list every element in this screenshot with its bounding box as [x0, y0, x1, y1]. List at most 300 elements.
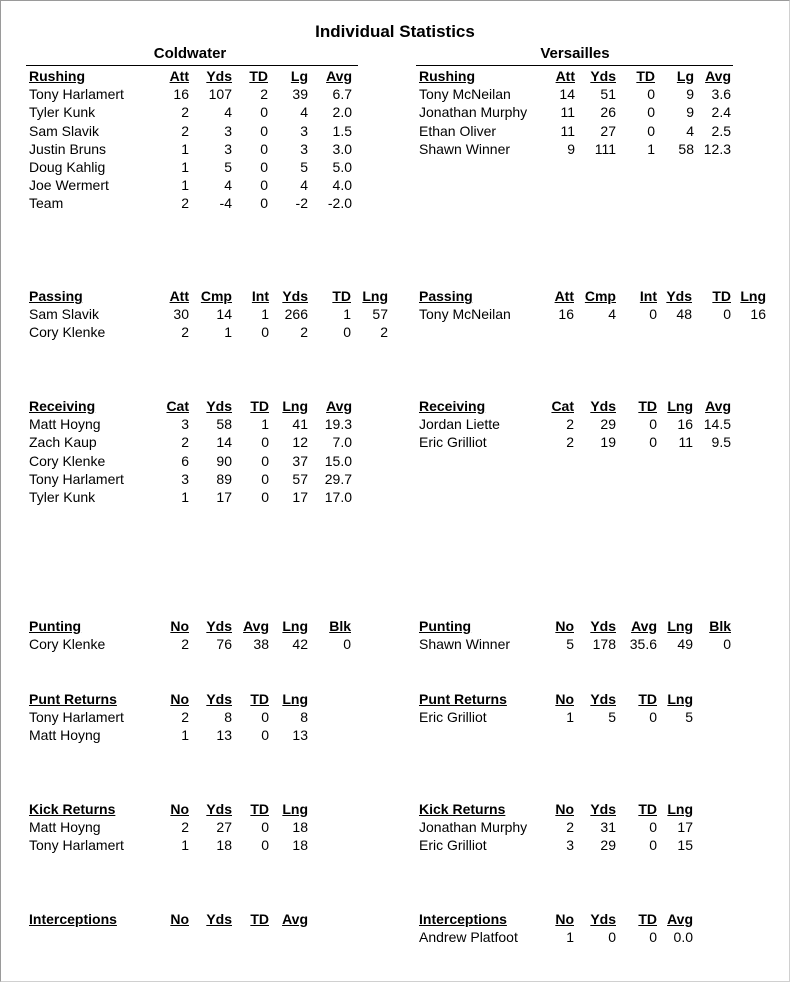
interceptions-col-header-td: TD: [638, 911, 657, 927]
kick-returns-row: [419, 818, 779, 836]
passing-col-header-td: TD: [332, 288, 351, 304]
player-name: Zach Kaup: [29, 434, 97, 451]
rushing-row: [29, 122, 389, 140]
receiving-row: [419, 433, 779, 451]
team-name-right: Versailles: [540, 45, 610, 62]
stat-att: 30: [173, 306, 189, 323]
stat-lg: 4: [300, 104, 308, 121]
player-name: Cory Klenke: [29, 452, 106, 469]
stat-td: 0: [649, 929, 657, 946]
stat-no: 2: [181, 636, 189, 653]
stat-yds: 2: [300, 324, 308, 341]
stat-yds: 90: [216, 452, 232, 469]
page-title: Individual Statistics: [315, 22, 475, 41]
passing-col-header-int: Int: [639, 288, 657, 304]
kick-returns-col-header-no: No: [170, 801, 189, 817]
stat-lng: 16: [677, 416, 693, 433]
stat-avg: 15.0: [324, 452, 352, 469]
stat-lng: 5: [685, 709, 693, 726]
interceptions-col-header-no: No: [555, 911, 574, 927]
punting-row: [419, 635, 779, 653]
team-name-left: Coldwater: [153, 45, 227, 62]
interceptions-row: [419, 928, 779, 946]
stat-att: 2: [181, 324, 189, 341]
player-name: Jordan Liette: [419, 416, 500, 433]
kick-returns-table-left: [29, 800, 389, 855]
punt-returns-header-row: [29, 690, 389, 708]
rushing-row: [419, 140, 779, 158]
stat-lg: 3: [300, 122, 308, 139]
stat-avg: 5.0: [332, 158, 352, 175]
interceptions-col-header-no: No: [170, 911, 189, 927]
stat-td: 0: [260, 140, 268, 157]
stat-avg: -2.0: [327, 195, 352, 212]
interceptions-header-row: [29, 910, 389, 928]
punting-header-row: [29, 617, 389, 635]
stat-yds: 178: [592, 636, 616, 653]
stat-avg: 3.0: [332, 140, 352, 157]
stat-att: 2: [181, 104, 189, 121]
stat-td: 0: [647, 86, 655, 103]
rushing-section-label: Rushing: [419, 68, 475, 84]
punting-row: [29, 635, 389, 653]
player-name: Eric Grilliot: [419, 709, 487, 726]
player-name: Doug Kahlig: [29, 158, 106, 175]
rushing-col-header-att: Att: [555, 68, 575, 84]
receiving-col-header-td: TD: [638, 398, 657, 414]
stat-lng: 12: [292, 434, 308, 451]
passing-col-header-td: TD: [712, 288, 731, 304]
player-name: Jonathan Murphy: [419, 104, 528, 121]
stat-int: 1: [261, 306, 269, 323]
stat-yds: 0: [608, 929, 616, 946]
stat-td: 0: [261, 470, 269, 487]
stat-yds: 58: [216, 416, 232, 433]
stat-lg: 58: [678, 140, 694, 157]
kick-returns-section-label: Kick Returns: [29, 801, 116, 817]
player-name: Tyler Kunk: [29, 488, 96, 505]
interceptions-section-label: Interceptions: [419, 911, 507, 927]
player-name: Shawn Winner: [419, 140, 511, 157]
stat-int: 0: [261, 324, 269, 341]
passing-row: [419, 305, 779, 323]
stat-td: 0: [260, 104, 268, 121]
stat-avg: 1.5: [332, 122, 352, 139]
rushing-row: [29, 158, 389, 176]
kick-returns-col-header-no: No: [555, 801, 574, 817]
player-name: Tony Harlamert: [29, 709, 124, 726]
stat-avg: 9.5: [711, 434, 731, 451]
stat-yds: 5: [608, 709, 616, 726]
stat-cat: 3: [181, 470, 189, 487]
stat-cat: 2: [566, 416, 574, 433]
stat-att: 1: [181, 177, 189, 194]
stat-yds: 111: [594, 140, 616, 157]
stat-avg: 2.4: [711, 104, 731, 121]
stat-td: 0: [649, 819, 657, 836]
stat-cat: 6: [181, 452, 189, 469]
stat-yds: 31: [600, 819, 616, 836]
stat-lng: 8: [300, 709, 308, 726]
player-name: Tony McNeilan: [419, 306, 511, 323]
stat-lng: 11: [678, 434, 693, 451]
rushing-row: [29, 140, 389, 158]
punting-col-header-avg: Avg: [243, 618, 269, 634]
rushing-row: [419, 85, 779, 103]
rushing-col-header-lg: Lg: [290, 68, 308, 84]
kick-returns-col-header-yds: Yds: [590, 801, 616, 817]
rushing-col-header-td: TD: [636, 68, 655, 84]
stat-yds: 89: [216, 470, 232, 487]
punt-returns-col-header-lng: Lng: [667, 691, 693, 707]
stat-td: 1: [261, 416, 269, 433]
kick-returns-col-header-yds: Yds: [206, 801, 232, 817]
punting-table-left: [29, 617, 389, 653]
stat-cat: 2: [566, 434, 574, 451]
passing-col-header-att: Att: [169, 288, 189, 304]
passing-section-label: Passing: [29, 288, 83, 304]
stat-no: 1: [566, 709, 574, 726]
player-name: Cory Klenke: [29, 636, 106, 653]
rushing-row: [29, 103, 389, 121]
stat-yds: 29: [600, 837, 616, 854]
receiving-row: [419, 415, 779, 433]
passing-col-header-yds: Yds: [282, 288, 308, 304]
stat-no: 1: [566, 929, 574, 946]
stat-int: 0: [649, 306, 657, 323]
stat-att: 14: [559, 86, 575, 103]
stat-lng: 17: [677, 819, 693, 836]
punting-table-right: [419, 617, 779, 653]
stat-yds: 107: [208, 86, 232, 103]
punt-returns-table-left: [29, 690, 389, 745]
kick-returns-col-header-lng: Lng: [667, 801, 693, 817]
stat-yds: 19: [600, 434, 616, 451]
stat-avg: 6.7: [332, 86, 352, 103]
punt-returns-col-header-td: TD: [638, 691, 657, 707]
rushing-col-header-avg: Avg: [326, 68, 352, 84]
interceptions-header-row: [419, 910, 779, 928]
punting-section-label: Punting: [419, 618, 472, 634]
player-name: Sam Slavik: [29, 122, 100, 139]
interceptions-col-header-td: TD: [250, 911, 269, 927]
stat-yds: 3: [224, 140, 232, 157]
stat-td: 2: [260, 86, 268, 103]
passing-header-row: [29, 287, 389, 305]
stat-td: 0: [649, 416, 657, 433]
passing-section-label: Passing: [419, 288, 473, 304]
stat-cat: 3: [181, 416, 189, 433]
receiving-col-header-cat: Cat: [166, 398, 189, 414]
stat-no: 3: [566, 837, 574, 854]
punt-returns-row: [419, 708, 779, 726]
passing-col-header-yds: Yds: [666, 288, 692, 304]
punt-returns-col-header-yds: Yds: [590, 691, 616, 707]
punt-returns-col-header-yds: Yds: [206, 691, 232, 707]
stat-yds: 266: [284, 306, 308, 323]
rushing-header-row: [419, 67, 779, 85]
interceptions-col-header-yds: Yds: [206, 911, 232, 927]
punting-col-header-yds: Yds: [206, 618, 232, 634]
passing-table-right: [419, 287, 779, 323]
interceptions-table-left: [29, 910, 389, 928]
stat-cat: 1: [181, 488, 189, 505]
rushing-col-header-lg: Lg: [676, 68, 694, 84]
punt-returns-header-row: [419, 690, 779, 708]
passing-row: [29, 323, 389, 341]
stat-lng: 49: [677, 636, 693, 653]
passing-col-header-cmp: Cmp: [584, 288, 616, 304]
passing-row: [29, 305, 389, 323]
stat-yds: 13: [216, 727, 232, 744]
stat-avg: 35.6: [629, 636, 657, 653]
stat-td: 0: [649, 709, 657, 726]
stat-td: 0: [261, 727, 269, 744]
stat-td: 0: [260, 195, 268, 212]
stat-lg: 9: [686, 104, 694, 121]
stat-yds: 14: [216, 434, 232, 451]
kick-returns-row: [29, 836, 389, 854]
stat-td: 0: [260, 158, 268, 175]
stat-lg: 39: [292, 86, 308, 103]
punt-returns-col-header-td: TD: [250, 691, 269, 707]
rushing-row: [419, 103, 779, 121]
receiving-row: [29, 452, 389, 470]
receiving-col-header-lng: Lng: [667, 398, 693, 414]
team-underline-left: [26, 65, 358, 66]
kick-returns-section-label: Kick Returns: [419, 801, 506, 817]
stat-blk: 0: [723, 636, 731, 653]
stat-no: 2: [181, 709, 189, 726]
player-name: Tyler Kunk: [29, 104, 96, 121]
stat-lng: 17: [292, 488, 308, 505]
player-name: Shawn Winner: [419, 636, 511, 653]
punt-returns-section-label: Punt Returns: [419, 691, 507, 707]
rushing-col-header-td: TD: [249, 68, 268, 84]
punt-returns-col-header-no: No: [170, 691, 189, 707]
stat-lg: 4: [686, 122, 694, 139]
stat-td: 0: [261, 819, 269, 836]
kick-returns-col-header-lng: Lng: [282, 801, 308, 817]
stat-att: 16: [558, 306, 574, 323]
rushing-section-label: Rushing: [29, 68, 85, 84]
stat-att: 11: [560, 104, 575, 121]
rushing-row: [29, 85, 389, 103]
stat-yds: 51: [600, 86, 616, 103]
stat-td: 0: [343, 324, 351, 341]
player-name: Jonathan Murphy: [419, 819, 528, 836]
stat-yds: 3: [224, 122, 232, 139]
stat-avg: 4.0: [332, 177, 352, 194]
stat-avg: 38: [253, 636, 269, 653]
receiving-col-header-avg: Avg: [705, 398, 731, 414]
stat-cmp: 4: [608, 306, 616, 323]
stat-yds: 17: [216, 488, 232, 505]
interceptions-col-header-yds: Yds: [590, 911, 616, 927]
receiving-section-label: Receiving: [419, 398, 486, 414]
rushing-row: [419, 122, 779, 140]
interceptions-table-right: [419, 910, 779, 946]
punting-col-header-blk: Blk: [709, 618, 731, 634]
rushing-row: [29, 176, 389, 194]
rushing-table-right: [419, 67, 779, 158]
punting-col-header-no: No: [555, 618, 574, 634]
stat-cmp: 1: [224, 324, 232, 341]
passing-col-header-lng: Lng: [362, 288, 388, 304]
player-name: Matt Hoyng: [29, 819, 101, 836]
punt-returns-table-right: [419, 690, 779, 726]
player-name: Tony Harlamert: [29, 837, 124, 854]
stat-td: 0: [647, 104, 655, 121]
stat-yds: 48: [676, 306, 692, 323]
stat-td: 0: [647, 122, 655, 139]
receiving-col-header-lng: Lng: [282, 398, 308, 414]
punting-col-header-avg: Avg: [631, 618, 657, 634]
stat-lg: 5: [300, 158, 308, 175]
stat-yds: 4: [224, 104, 232, 121]
player-name: Justin Bruns: [29, 140, 107, 157]
player-name: Tony Harlamert: [29, 86, 124, 103]
receiving-col-header-cat: Cat: [551, 398, 574, 414]
stat-yds: 27: [600, 122, 616, 139]
receiving-col-header-yds: Yds: [590, 398, 616, 414]
stat-lng: 37: [292, 452, 308, 469]
stat-avg: 0.0: [673, 929, 693, 946]
receiving-header-row: [419, 397, 779, 415]
player-name: Sam Slavik: [29, 306, 100, 323]
rushing-col-header-att: Att: [169, 68, 189, 84]
stat-att: 11: [560, 122, 575, 139]
stat-no: 1: [181, 727, 189, 744]
receiving-row: [29, 415, 389, 433]
punt-returns-row: [29, 726, 389, 744]
rushing-row: [29, 194, 389, 212]
receiving-table-left: [29, 397, 389, 506]
receiving-col-header-avg: Avg: [326, 398, 352, 414]
punt-returns-section-label: Punt Returns: [29, 691, 117, 707]
stat-att: 16: [173, 86, 189, 103]
receiving-col-header-td: TD: [250, 398, 269, 414]
punt-returns-row: [29, 708, 389, 726]
stat-att: 2: [181, 195, 189, 212]
punting-col-header-no: No: [170, 618, 189, 634]
stat-lg: 9: [686, 86, 694, 103]
punt-returns-col-header-no: No: [555, 691, 574, 707]
receiving-section-label: Receiving: [29, 398, 96, 414]
stat-yds: 26: [600, 104, 616, 121]
stat-avg: 29.7: [324, 470, 352, 487]
kick-returns-header-row: [29, 800, 389, 818]
stat-avg: 19.3: [324, 416, 352, 433]
player-name: Andrew Platfoot: [419, 929, 518, 946]
stat-lng: 42: [292, 636, 308, 653]
stat-yds: 29: [600, 416, 616, 433]
stat-lng: 18: [292, 837, 308, 854]
stat-avg: 2.5: [711, 122, 731, 139]
stat-cat: 2: [181, 434, 189, 451]
stat-yds: 5: [224, 158, 232, 175]
interceptions-section-label: Interceptions: [29, 911, 117, 927]
stat-cmp: 14: [216, 306, 232, 323]
receiving-header-row: [29, 397, 389, 415]
kick-returns-header-row: [419, 800, 779, 818]
stat-att: 9: [567, 140, 575, 157]
punting-col-header-lng: Lng: [667, 618, 693, 634]
stat-lng: 18: [292, 819, 308, 836]
stat-lng: 57: [372, 306, 388, 323]
stat-lg: 4: [300, 177, 308, 194]
kick-returns-row: [29, 818, 389, 836]
stat-yds: 18: [216, 837, 232, 854]
receiving-row: [29, 470, 389, 488]
interceptions-col-header-avg: Avg: [667, 911, 693, 927]
stat-no: 5: [566, 636, 574, 653]
stat-td: 1: [647, 140, 655, 157]
stat-avg: 7.0: [332, 434, 352, 451]
stat-td: 0: [260, 122, 268, 139]
stat-td: 0: [260, 177, 268, 194]
receiving-row: [29, 433, 389, 451]
player-name: Cory Klenke: [29, 324, 106, 341]
punt-returns-col-header-lng: Lng: [282, 691, 308, 707]
stat-td: 1: [343, 306, 351, 323]
player-name: Tony McNeilan: [419, 86, 511, 103]
stat-td: 0: [261, 452, 269, 469]
player-name: Matt Hoyng: [29, 727, 101, 744]
stat-td: 0: [649, 837, 657, 854]
stat-td: 0: [723, 306, 731, 323]
stat-avg: 12.3: [703, 140, 731, 157]
player-name: Eric Grilliot: [419, 837, 487, 854]
player-name: Tony Harlamert: [29, 470, 124, 487]
stat-td: 0: [261, 434, 269, 451]
stat-yds: -4: [219, 195, 232, 212]
player-name: Matt Hoyng: [29, 416, 101, 433]
receiving-row: [29, 488, 389, 506]
stat-no: 2: [566, 819, 574, 836]
player-name: Eric Grilliot: [419, 434, 487, 451]
stat-lng: 41: [292, 416, 308, 433]
stat-avg: 14.5: [703, 416, 731, 433]
receiving-col-header-yds: Yds: [206, 398, 232, 414]
stat-lg: -2: [295, 195, 308, 212]
interceptions-col-header-avg: Avg: [282, 911, 308, 927]
stat-att: 2: [181, 122, 189, 139]
kick-returns-col-header-td: TD: [250, 801, 269, 817]
player-name: Joe Wermert: [29, 177, 109, 194]
stat-avg: 2.0: [332, 104, 352, 121]
passing-col-header-lng: Lng: [740, 288, 766, 304]
stat-yds: 27: [216, 819, 232, 836]
passing-header-row: [419, 287, 779, 305]
stat-no: 2: [181, 819, 189, 836]
punting-col-header-yds: Yds: [590, 618, 616, 634]
rushing-table-left: [29, 67, 389, 213]
stat-blk: 0: [343, 636, 351, 653]
kick-returns-row: [419, 836, 779, 854]
stat-lng: 13: [292, 727, 308, 744]
stat-lg: 3: [300, 140, 308, 157]
rushing-col-header-yds: Yds: [206, 68, 232, 84]
rushing-col-header-avg: Avg: [705, 68, 731, 84]
stat-no: 1: [181, 837, 189, 854]
punting-header-row: [419, 617, 779, 635]
stat-avg: 17.0: [324, 488, 352, 505]
passing-col-header-cmp: Cmp: [200, 288, 232, 304]
passing-col-header-att: Att: [554, 288, 574, 304]
kick-returns-table-right: [419, 800, 779, 855]
rushing-header-row: [29, 67, 389, 85]
